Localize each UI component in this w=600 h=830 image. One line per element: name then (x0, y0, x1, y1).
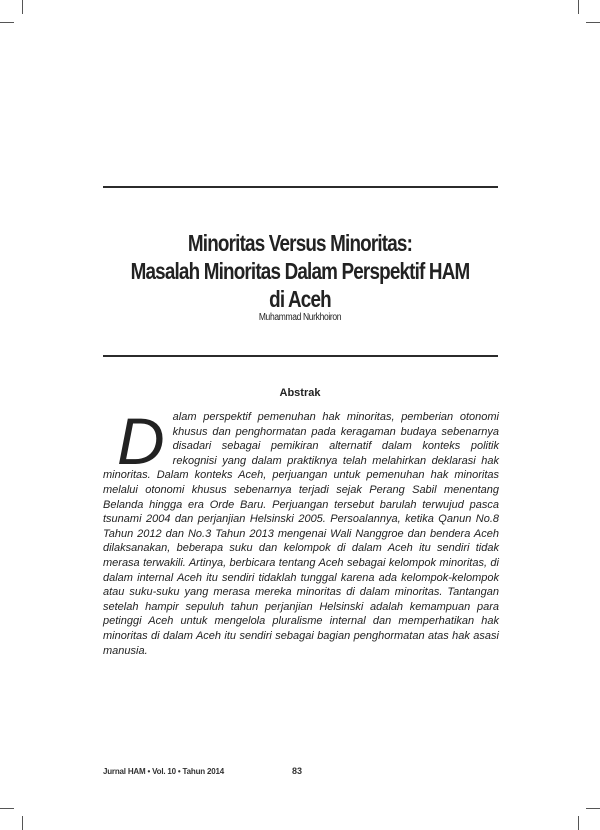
article-title-line-1: Minoritas Versus Minoritas: (187, 230, 413, 256)
article-title-line-3: di Aceh (269, 286, 331, 312)
crop-mark (22, 816, 23, 830)
top-rule (103, 186, 498, 188)
abstract-text: alam perspektif pemenuhan hak minoritas, pemberian otonomi khusus dan penghormatan pada keragaman budaya sebenarnya disadari sebagai pemikiran alternatif dalam konteks politik rekognisi yang dalam praktiknya telah melahirkan deklarasi hak minoritas. Dalam konteks Aceh, perjuangan untuk pemenuhan hak minoritas melalui otonomi khusus sebenarnya terjadi sejak Perang Sabil menentang Belanda hingga era Orde Baru. Perjuangan tersebut barulah terwujud pasca tsunami 2004 dan perjanjian Helsinski 2005. Persoalannya, ketika Qanun No.8 Tahun 2012 dan No.3 Tahun 2013 mengenai Wali Nanggroe dan bendera Aceh dilaksanakan, beberapa suku dan kelompok di dalam Aceh itu sendiri tidak merasa terwakili. Artinya, berbicara tentang Aceh sebagai kelompok minoritas, di dalam internal Aceh itu sendiri tidaklah tunggal karena ada kelompok-kelompok atau suku-suku yang merasa mereka minoritas di dalam minoritas. Tantangan setelah hampir sepuluh tahun perjanjian Helsinski adalah kemampuan para petinggi Aceh untuk mengelola pluralisme internal dan memperhatikan hak minoritas di dalam Aceh itu sendiri sebagai bagian penghormatan atas hak asasi manusia. (103, 411, 499, 657)
journal-footer: Jurnal HAM • Vol. 10 • Tahun 2014 (103, 767, 224, 776)
abstract-body (103, 404, 499, 658)
bottom-rule (103, 355, 498, 357)
article-title-line-2: Masalah Minoritas Dalam Perspektif HAM (130, 258, 470, 284)
crop-mark (0, 22, 14, 23)
crop-mark (578, 0, 579, 14)
page-number: 83 (292, 766, 303, 776)
crop-mark (586, 22, 600, 23)
crop-mark (578, 816, 579, 830)
crop-mark (586, 808, 600, 809)
crop-mark (22, 0, 23, 14)
author-name: Muhammad Nurkhoiron (258, 312, 342, 323)
abstract-heading: Abstrak (279, 387, 321, 399)
crop-mark (0, 808, 14, 809)
drop-cap: D (117, 404, 165, 478)
